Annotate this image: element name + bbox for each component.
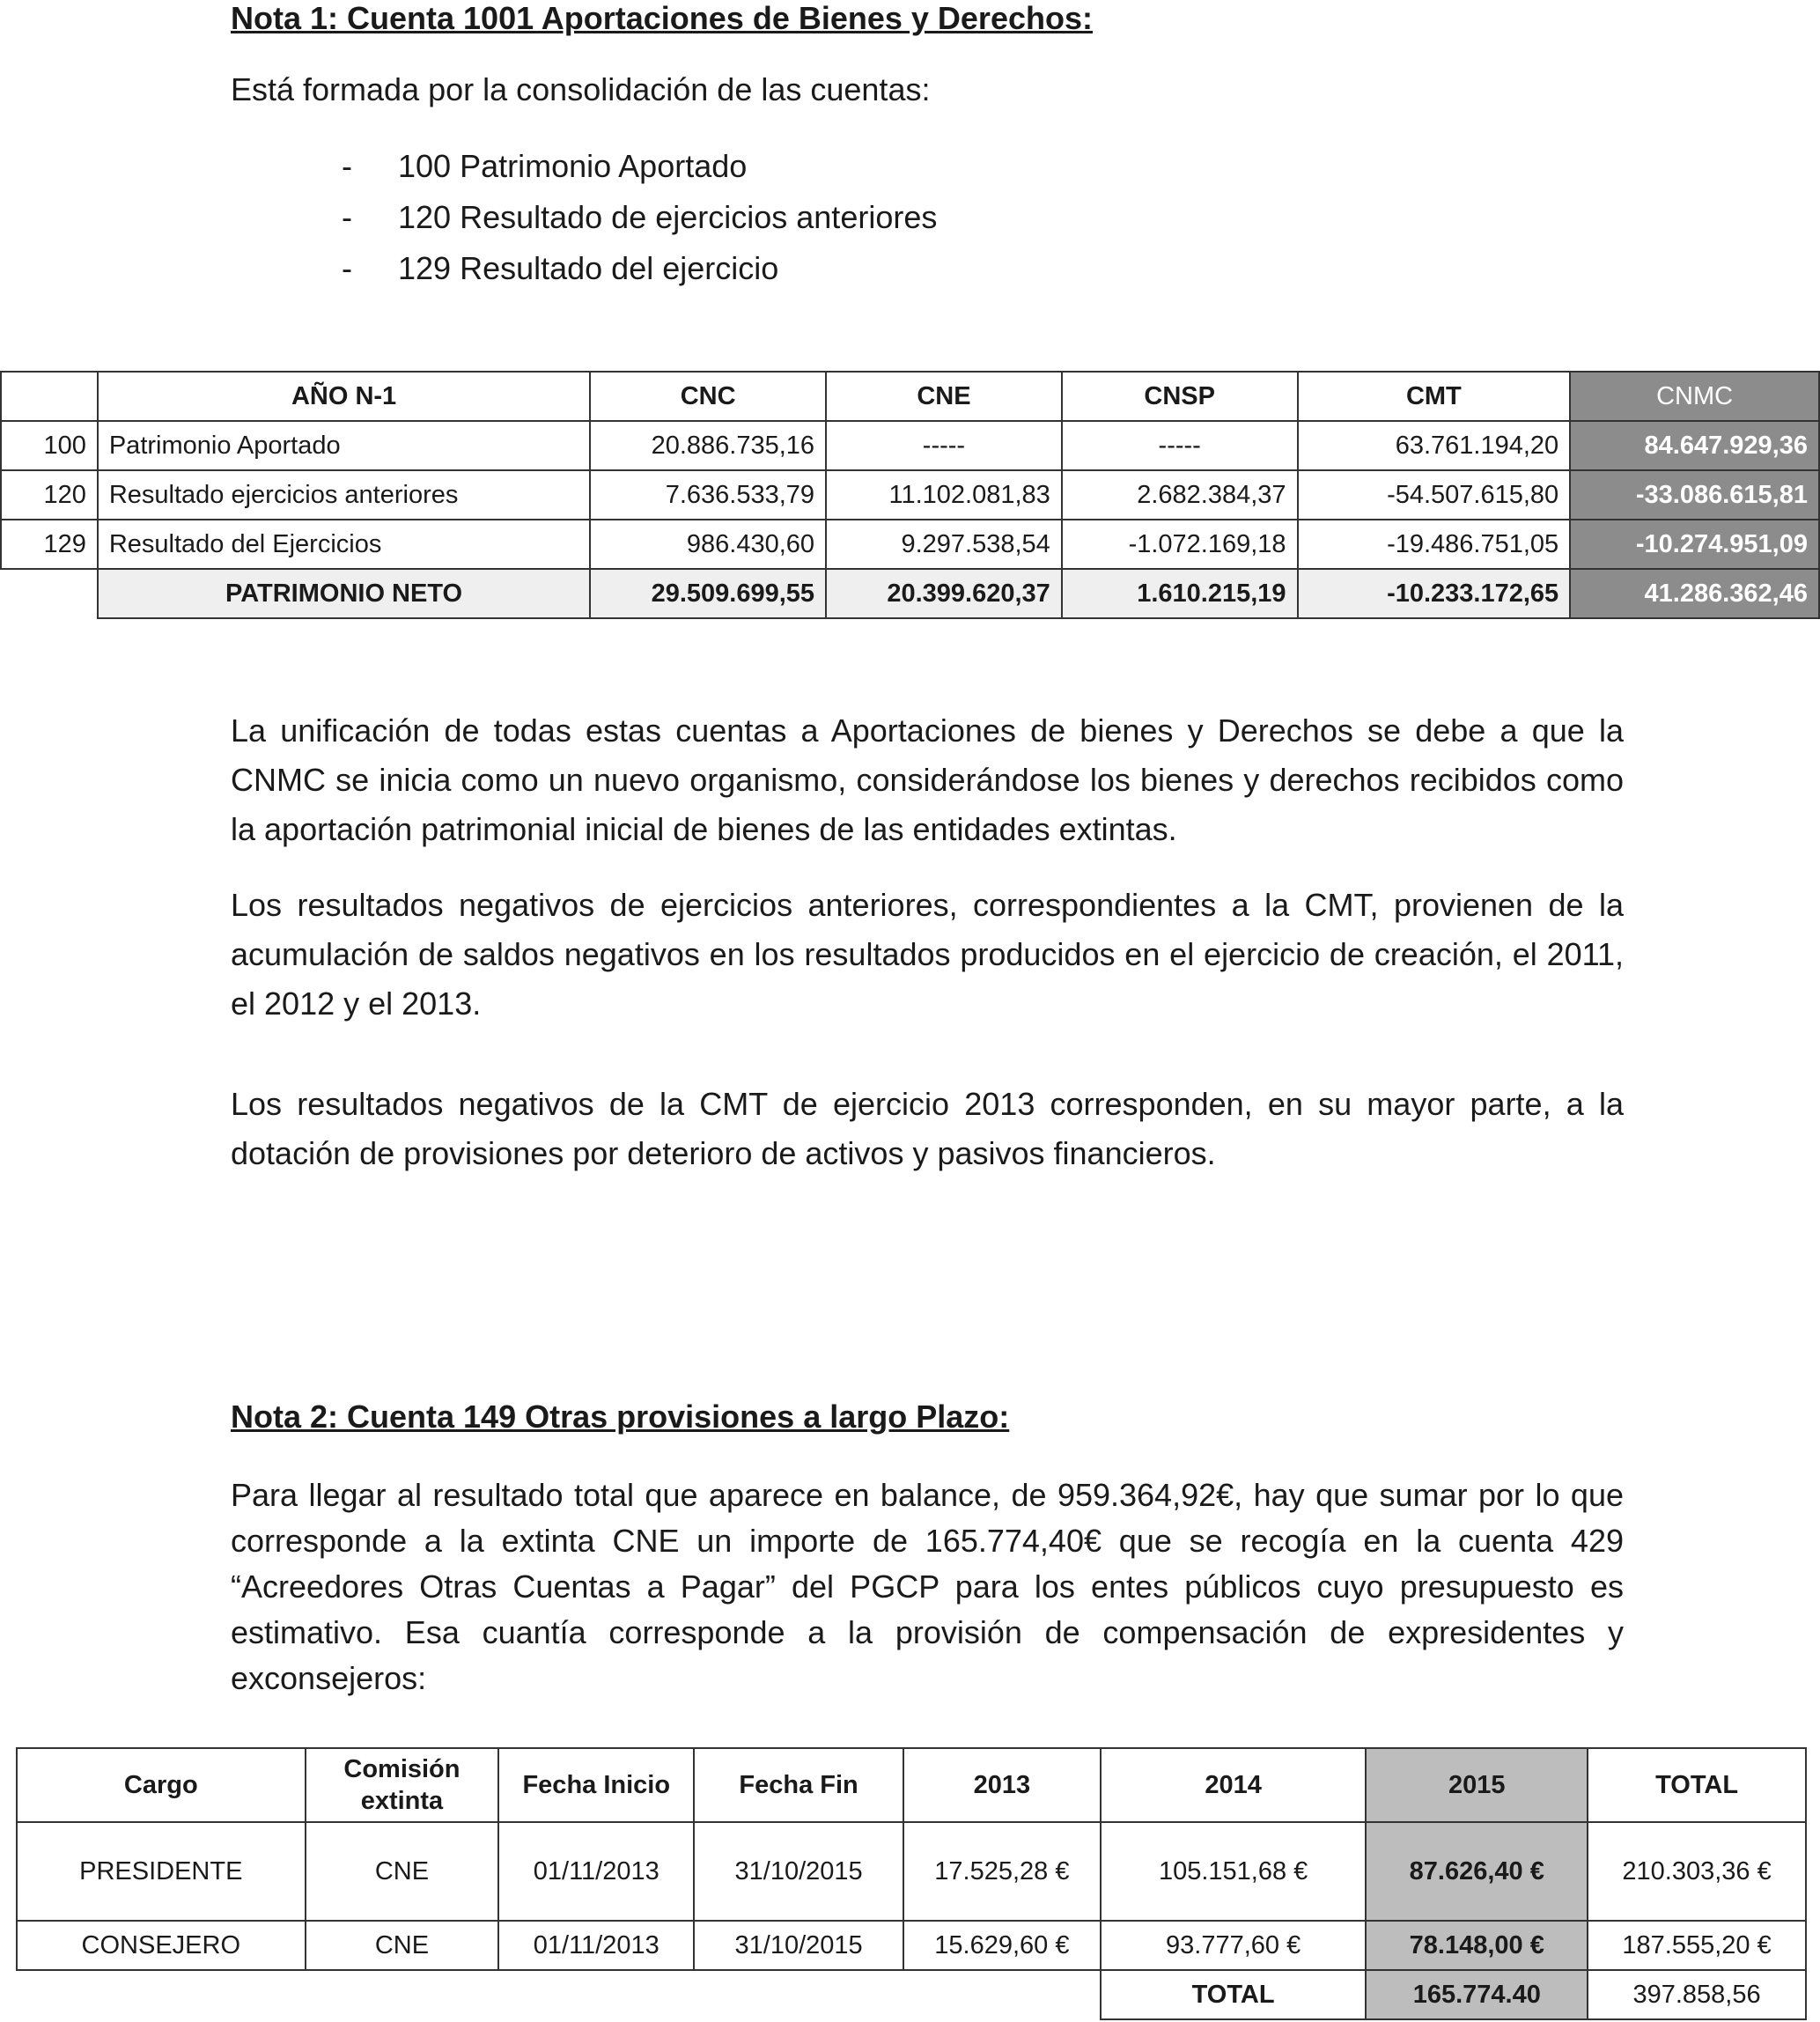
header-cargo: Cargo [17, 1748, 306, 1822]
table-header-row [1, 372, 1819, 421]
nota1-title: Nota 1: Cuenta 1001 Aportaciones de Bienes y Derechos: [231, 0, 1093, 36]
header-fecha-inicio: Fecha Inicio [498, 1748, 694, 1822]
nota1-paragraph-3: Los resultados negativos de la CMT de ejercicio 2013 corresponden, en su mayor parte, a la dotación de provisiones por deterioro de activos y pasivos financieros. [231, 1086, 1624, 1171]
accounts-list [342, 141, 937, 294]
header-comision: Comisión extinta [306, 1748, 499, 1822]
header-cmt: CMT [1298, 372, 1571, 421]
table-row: CONSEJERO CNE 01/11/2013 31/10/2015 15.629,60 € 93.777,60 € 78.148,00 € 187.555,20 € [17, 1921, 1806, 1970]
header-fecha-fin: Fecha Fin [694, 1748, 903, 1822]
table-total-row: TOTAL 165.774.40 397.858,56 [17, 1970, 1806, 2019]
table-row: 120 Resultado ejercicios anteriores 7.636.533,79 11.102.081,83 2.682.384,37 -54.507.615,80 -33.086.615,81 [1, 470, 1819, 520]
table-total-row: PATRIMONIO NETO 29.509.699,55 20.399.620,37 1.610.215,19 -10.233.172,65 41.286.362,46 [1, 569, 1819, 618]
list-item: - 129 Resultado del ejercicio [342, 250, 779, 286]
header-total: TOTAL [1588, 1748, 1806, 1822]
header-cnc: CNC [590, 372, 826, 421]
table-row: PRESIDENTE CNE 01/11/2013 31/10/2015 17.525,28 € 105.151,68 € 87.626,40 € 210.303,36 € [17, 1822, 1806, 1921]
nota2-paragraph: Para llegar al resultado total que aparece en balance, de 959.364,92€, hay que sumar por lo que corresponde a la extinta CNE un importe de 165.774,40€ que se recogía en la cuenta 429 “Acreedores Otras Cuentas a Pagar” del PGCP para los entes públicos cuyo presupuesto es estimativo. Esa cuantía corresponde a la provisión de compensación de expresidentes y exconsejeros: [231, 1477, 1624, 1696]
header-2014: 2014 [1101, 1748, 1367, 1822]
nota1-paragraph-2: Los resultados negativos de ejercicios anteriores, correspondientes a la CMT, provienen de la acumulación de saldos negativos en los resultados producidos en el ejercicio de creación, el 2011, el 2012 y el 2013. [231, 887, 1624, 1022]
table-header-row [17, 1748, 1806, 1822]
header-2013: 2013 [903, 1748, 1101, 1822]
header-cne: CNE [826, 372, 1062, 421]
nota1-paragraph-1: La unificación de todas estas cuentas a Aportaciones de bienes y Derechos se debe a que la CNMC se inicia como un nuevo organismo, considerándose los bienes y derechos recibidos como la aportación patrimonial inicial de bienes de las entidades extintas. [231, 712, 1624, 847]
header-cnmc: CNMC [1570, 372, 1819, 421]
table-row: 129 Resultado del Ejercicios 986.430,60 9.297.538,54 -1.072.169,18 -19.486.751,05 -10.274.951,09 [1, 520, 1819, 569]
header-2015: 2015 [1366, 1748, 1588, 1822]
nota1-intro: Está formada por la consolidación de las cuentas: [231, 71, 931, 107]
nota2-title: Nota 2: Cuenta 149 Otras provisiones a largo Plazo: [231, 1398, 1010, 1435]
header-cnsp: CNSP [1062, 372, 1298, 421]
compensacion-table [16, 1747, 1807, 2020]
header-ano: AÑO N-1 [98, 372, 590, 421]
patrimonio-table [0, 371, 1820, 619]
list-item: - 120 Resultado de ejercicios anteriores [342, 199, 938, 235]
list-item: - 100 Patrimonio Aportado [342, 148, 748, 184]
table-row: 100 Patrimonio Aportado 20.886.735,16 ----- ----- 63.761.194,20 84.647.929,36 [1, 421, 1819, 470]
